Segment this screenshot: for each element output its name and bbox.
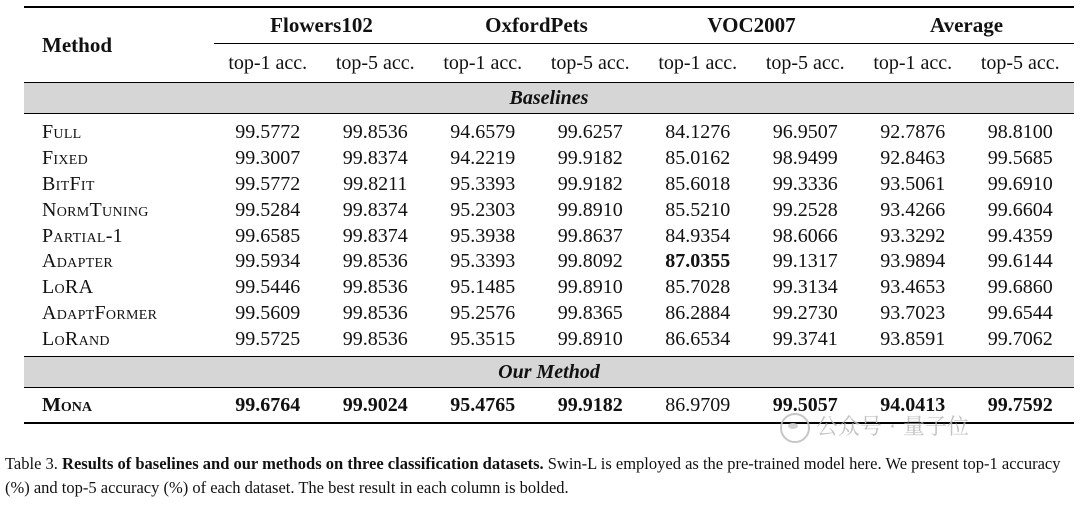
value-cell: 95.3515 — [450, 327, 516, 350]
table-row — [24, 249, 1074, 275]
value-cell: 93.4653 — [880, 276, 946, 299]
value-cell: 99.5772 — [235, 172, 301, 195]
metric-header-top5: top-5 acc. — [335, 51, 415, 74]
metric-header-top5: top-5 acc. — [765, 51, 845, 74]
value-cell: 95.3393 — [450, 250, 516, 273]
value-cell: 99.6910 — [987, 172, 1053, 195]
value-cell: 99.5057 — [752, 388, 860, 424]
value-cell: 85.0162 — [665, 147, 731, 170]
caption-text: Swin-L is employed as the pre-trained model here. We present top-1 accuracy (%) and top-5 accuracy (%) of each dataset. The best result in each column is bolded. — [5, 454, 1061, 497]
metric-header-top1: top-1 acc. — [443, 51, 523, 74]
metric-header-top1: top-1 acc. — [873, 51, 953, 74]
value-cell: 99.8374 — [342, 224, 408, 247]
table-row — [24, 114, 1074, 146]
section-row — [24, 83, 1074, 114]
value-cell: 99.5446 — [235, 276, 301, 299]
value-cell: 99.5934 — [235, 250, 301, 273]
method-name-cell: BitFit — [42, 172, 95, 195]
value-cell: 99.7592 — [967, 388, 1075, 424]
value-cell: 99.8910 — [557, 198, 623, 221]
caption-label: Table 3. — [5, 454, 58, 473]
value-cell: 87.0355 — [665, 250, 731, 273]
value-cell: 99.9024 — [322, 388, 430, 424]
section-row — [24, 357, 1074, 388]
metric-header-top5: top-5 acc. — [980, 51, 1060, 74]
value-cell: 99.6604 — [987, 198, 1053, 221]
dataset-header-average: Average — [859, 7, 1074, 44]
value-cell: 99.6544 — [987, 301, 1053, 324]
method-column-header: Method — [42, 32, 112, 57]
value-cell: 95.3393 — [450, 172, 516, 195]
value-cell: 86.6534 — [665, 327, 731, 350]
method-name-cell: Mona — [24, 388, 214, 424]
value-cell: 99.5609 — [235, 301, 301, 324]
method-name-cell: LoRand — [42, 327, 110, 350]
table-body — [24, 83, 1074, 424]
value-cell: 99.5772 — [235, 121, 301, 144]
value-cell: 95.1485 — [450, 276, 516, 299]
value-cell: 99.8536 — [342, 327, 408, 350]
value-cell: 98.8100 — [987, 121, 1053, 144]
method-name-cell: NormTuning — [42, 198, 149, 221]
value-cell: 85.6018 — [665, 172, 731, 195]
value-cell: 94.6579 — [450, 121, 516, 144]
value-cell: 99.3007 — [235, 147, 301, 170]
results-table-container — [24, 6, 1074, 424]
watermark — [780, 410, 969, 443]
value-cell: 93.9894 — [880, 250, 946, 273]
value-cell: 95.2303 — [450, 198, 516, 221]
value-cell: 99.9182 — [537, 388, 645, 424]
wechat-icon — [780, 413, 810, 443]
value-cell: 99.8910 — [557, 327, 623, 350]
value-cell: 99.8211 — [343, 172, 408, 195]
caption-bold-text: Results of baselines and our methods on three classification datasets. — [62, 454, 544, 473]
value-cell: 85.5210 — [665, 198, 731, 221]
table-row — [24, 146, 1074, 172]
results-table — [24, 6, 1074, 424]
value-cell: 86.9709 — [644, 388, 752, 424]
value-cell: 99.5685 — [987, 147, 1053, 170]
value-cell: 93.8591 — [880, 327, 946, 350]
value-cell: 99.6860 — [987, 276, 1053, 299]
table-row — [24, 301, 1074, 327]
value-cell: 93.3292 — [880, 224, 946, 247]
table-row — [24, 223, 1074, 249]
dataset-header-voc2007: VOC2007 — [644, 7, 859, 44]
method-name-cell: Adapter — [42, 250, 113, 273]
value-cell: 93.7023 — [880, 301, 946, 324]
method-name-cell: LoRA — [42, 276, 94, 299]
value-cell: 99.8536 — [342, 301, 408, 324]
dataset-header-flowers102: Flowers102 — [214, 7, 429, 44]
value-cell: 99.5284 — [235, 198, 301, 221]
value-cell: 99.8536 — [342, 121, 408, 144]
value-cell: 99.8637 — [557, 224, 623, 247]
value-cell: 93.5061 — [880, 172, 946, 195]
value-cell: 93.4266 — [880, 198, 946, 221]
value-cell: 95.4765 — [429, 388, 537, 424]
value-cell: 99.6764 — [214, 388, 322, 424]
value-cell: 95.3938 — [450, 224, 516, 247]
value-cell: 96.9507 — [772, 121, 838, 144]
value-cell: 99.3134 — [772, 276, 838, 299]
value-cell: 85.7028 — [665, 276, 731, 299]
method-name-cell: Partial-1 — [42, 224, 123, 247]
metric-header-top1: top-1 acc. — [658, 51, 738, 74]
value-cell: 92.7876 — [880, 121, 946, 144]
value-cell: 99.8910 — [557, 276, 623, 299]
value-cell: 99.9182 — [557, 172, 623, 195]
value-cell: 99.8536 — [342, 250, 408, 273]
value-cell: 99.6585 — [235, 224, 301, 247]
value-cell: 99.6144 — [987, 250, 1053, 273]
value-cell: 99.3336 — [772, 172, 838, 195]
value-cell: 84.9354 — [665, 224, 731, 247]
value-cell: 84.1276 — [665, 121, 731, 144]
value-cell: 94.0413 — [859, 388, 967, 424]
value-cell: 86.2884 — [665, 301, 731, 324]
table-caption — [5, 452, 1080, 500]
value-cell: 99.7062 — [987, 327, 1053, 350]
section-title: Baselines — [24, 83, 1074, 114]
dataset-header-oxfordpets: OxfordPets — [429, 7, 644, 44]
value-cell: 99.8374 — [342, 147, 408, 170]
value-cell: 99.2730 — [772, 301, 838, 324]
method-name-cell: Full — [42, 121, 82, 144]
value-cell: 92.8463 — [880, 147, 946, 170]
value-cell: 99.8374 — [342, 198, 408, 221]
watermark-text: 公众号 · 量子位 — [816, 415, 969, 440]
value-cell: 95.2576 — [450, 301, 516, 324]
table-row — [24, 275, 1074, 301]
value-cell: 99.3741 — [772, 327, 838, 350]
value-cell: 99.8536 — [342, 276, 408, 299]
value-cell: 94.2219 — [450, 147, 516, 170]
method-name-cell: AdaptFormer — [42, 301, 158, 324]
value-cell: 99.8365 — [557, 301, 623, 324]
metric-header-top5: top-5 acc. — [550, 51, 630, 74]
value-cell: 99.1317 — [772, 250, 838, 273]
value-cell: 99.2528 — [772, 198, 838, 221]
value-cell: 99.8092 — [557, 250, 623, 273]
method-name-cell: Fixed — [42, 147, 89, 170]
table-row — [24, 172, 1074, 198]
value-cell: 98.9499 — [772, 147, 838, 170]
table-row — [24, 326, 1074, 356]
metric-header-top1: top-1 acc. — [228, 51, 308, 74]
value-cell: 99.4359 — [987, 224, 1053, 247]
value-cell: 98.6066 — [772, 224, 838, 247]
value-cell: 99.9182 — [557, 147, 623, 170]
value-cell: 99.6257 — [557, 121, 623, 144]
value-cell: 99.5725 — [235, 327, 301, 350]
section-title: Our Method — [24, 357, 1074, 388]
table-row — [24, 197, 1074, 223]
